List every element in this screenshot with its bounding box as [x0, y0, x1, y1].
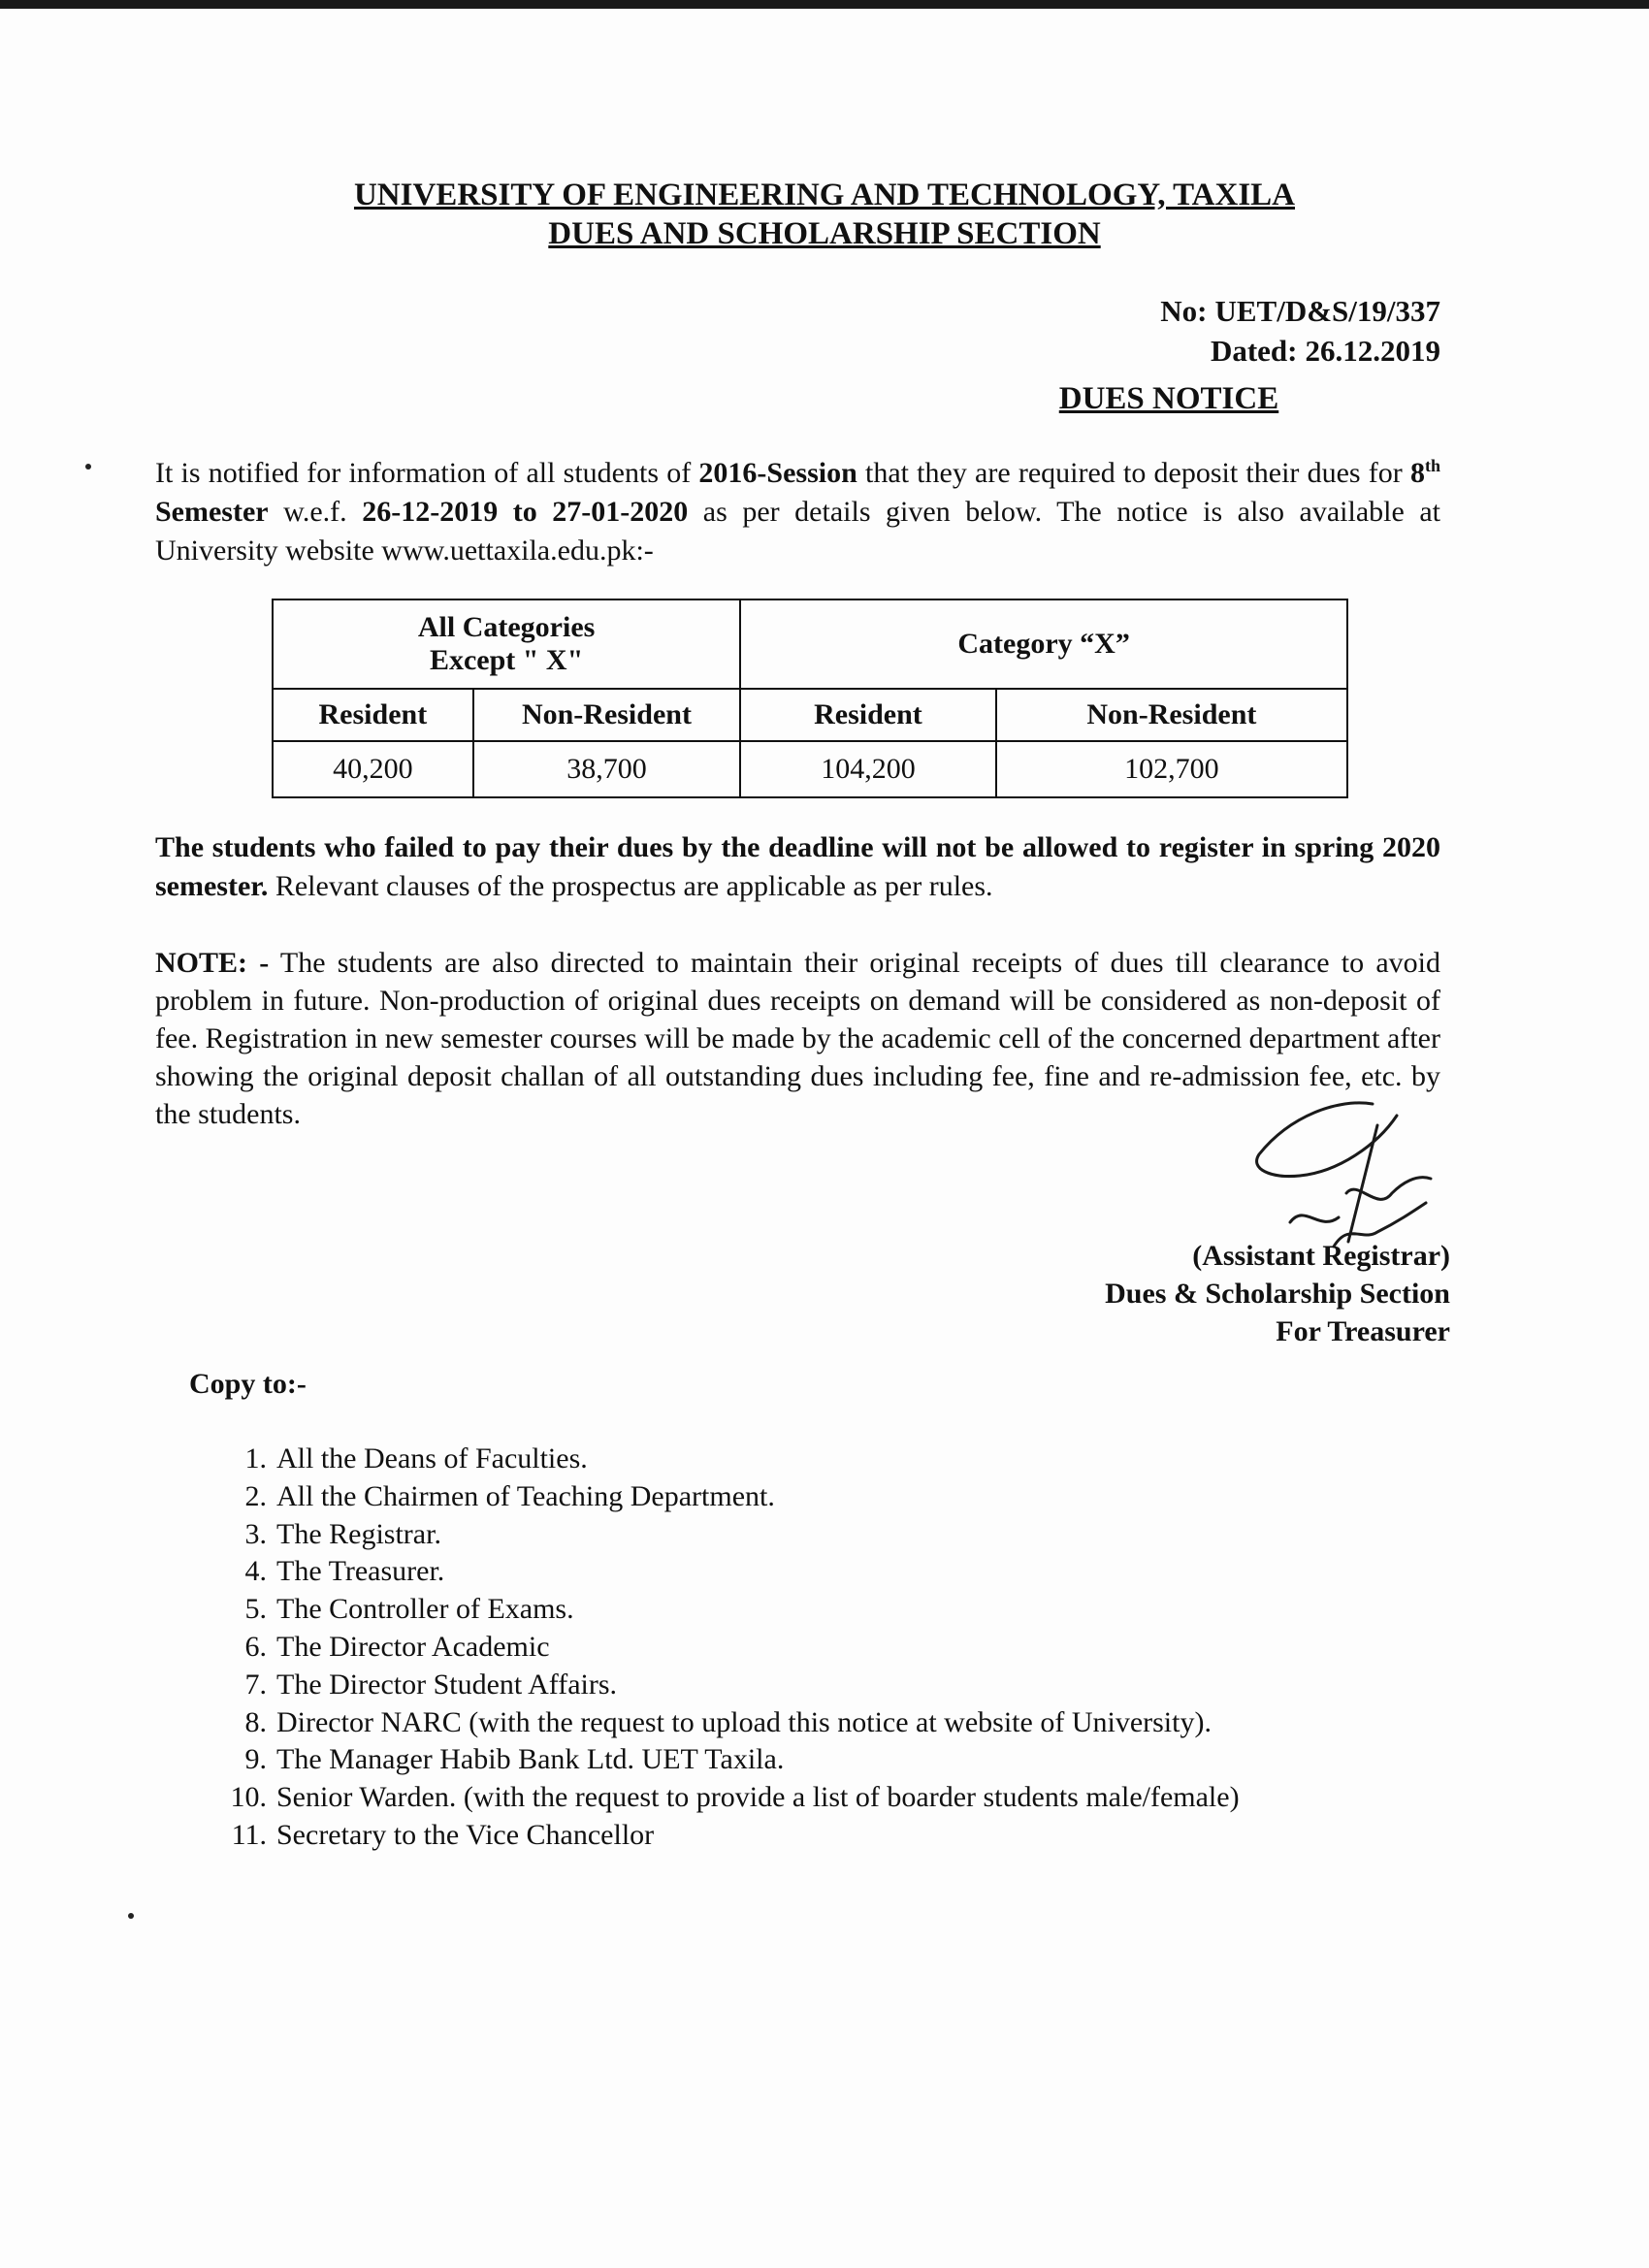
list-item — [199, 1817, 1240, 1855]
column-header: Resident — [273, 689, 473, 741]
list-item-text: The Treasurer. — [276, 1555, 445, 1588]
column-header: Non-Resident — [996, 689, 1347, 741]
group-header-category-x: Category “X” — [740, 599, 1347, 689]
list-item-number: 8. — [244, 1705, 267, 1738]
scan-speck — [128, 1913, 134, 1919]
list-item — [199, 1667, 1240, 1704]
list-item-number: 2. — [244, 1479, 267, 1512]
ref-no-label: No: — [1160, 294, 1208, 328]
list-item-number: 1. — [244, 1442, 267, 1474]
list-item — [199, 1516, 1240, 1554]
notice-title: DUES NOTICE — [1058, 381, 1279, 416]
note-text: The students are also directed to maintain their original receipts of dues till clearance to avoid problem in future. Non-production of original dues receipts on demand will be considered as non-deposit of fee. Registration in new semester courses will be made by the academic cell of the concerned department after showing the original deposit challan of all outstanding dues including fee, fine and re-admission fee, etc. by the students. — [155, 947, 1440, 1130]
list-item-number: 5. — [244, 1593, 267, 1626]
intro-paragraph — [155, 454, 1440, 570]
table-cell: 102,700 — [996, 741, 1347, 797]
list-item-text: All the Deans of Faculties. — [276, 1442, 588, 1474]
intro-text: as per details given below. The notice is also available at University website www.uettaxila.edu.pk:- — [155, 496, 1440, 567]
ref-date-label: Dated: — [1210, 334, 1298, 368]
deposit-dates: 26-12-2019 to 27-01-2020 — [362, 496, 689, 528]
section-heading: DUES AND SCHOLARSHIP SECTION — [548, 216, 1101, 251]
warning-normal: Relevant clauses of the prospectus are applicable as per rules. — [268, 870, 993, 902]
dues-table — [272, 599, 1348, 798]
list-item-number: 10. — [230, 1781, 267, 1814]
semester-suffix: th — [1424, 456, 1440, 475]
list-item-text: The Director Academic — [276, 1630, 550, 1663]
column-header: Non-Resident — [473, 689, 741, 741]
intro-text: It is notified for information of all students of — [155, 457, 699, 489]
list-item — [199, 1478, 1240, 1516]
list-item-text: Director NARC (with the request to upload this notice at website of University). — [276, 1705, 1212, 1738]
semester-number: 8 — [1409, 457, 1425, 489]
reference-number — [1160, 294, 1440, 329]
table-cell: 104,200 — [740, 741, 996, 797]
list-item — [199, 1591, 1240, 1629]
list-item — [199, 1741, 1240, 1779]
list-item-number: 9. — [244, 1743, 267, 1776]
reference-date — [1211, 334, 1440, 369]
signatory-title: (Assistant Registrar) — [1192, 1240, 1450, 1272]
intro-text: w.e.f. — [268, 496, 363, 528]
copy-to-label: Copy to:- — [189, 1368, 307, 1400]
note-label: NOTE: - — [155, 947, 270, 979]
group-header-line: All Categories — [417, 611, 596, 643]
university-heading: UNIVERSITY OF ENGINEERING AND TECHNOLOGY, TAXILA — [353, 178, 1296, 212]
list-item-number: 6. — [244, 1630, 267, 1663]
list-item-text: All the Chairmen of Teaching Department. — [276, 1479, 775, 1512]
list-item-text: Senior Warden. (with the request to provide a list of boarder students male/female) — [276, 1781, 1240, 1814]
list-item-text: The Registrar. — [276, 1517, 441, 1550]
intro-text: that they are required to deposit their dues for — [857, 457, 1410, 489]
table-cell: 40,200 — [273, 741, 473, 797]
list-item-number: 11. — [231, 1818, 267, 1851]
ref-date-value: 26.12.2019 — [1305, 334, 1440, 368]
signature-block — [1105, 1237, 1450, 1350]
list-item — [199, 1441, 1240, 1478]
table-header-row — [273, 599, 1347, 689]
ref-no-value: UET/D&S/19/337 — [1214, 294, 1440, 328]
signatory-for: For Treasurer — [1276, 1315, 1450, 1347]
list-item-text: The Manager Habib Bank Ltd. UET Taxila. — [276, 1743, 785, 1776]
semester-word: Semester — [155, 496, 269, 528]
copy-to-list — [199, 1441, 1240, 1855]
list-item-number: 7. — [244, 1668, 267, 1701]
list-item — [199, 1704, 1240, 1742]
warning-paragraph — [155, 828, 1440, 906]
list-item — [199, 1629, 1240, 1667]
signatory-section: Dues & Scholarship Section — [1105, 1278, 1450, 1310]
session-text: 2016-Session — [698, 457, 857, 489]
list-item-number: 4. — [244, 1555, 267, 1588]
scan-top-edge — [0, 0, 1649, 9]
group-header-line: Except " X" — [429, 644, 584, 676]
list-item — [199, 1553, 1240, 1591]
list-item-text: The Controller of Exams. — [276, 1593, 574, 1626]
list-item-number: 3. — [244, 1517, 267, 1550]
scan-speck — [85, 464, 91, 470]
list-item-text: The Director Student Affairs. — [276, 1668, 618, 1701]
list-item-text: Secretary to the Vice Chancellor — [276, 1818, 655, 1851]
group-header-all-categories — [273, 599, 740, 689]
table-column-row — [273, 689, 1347, 741]
list-item — [199, 1779, 1240, 1817]
column-header: Resident — [740, 689, 996, 741]
table-cell: 38,700 — [473, 741, 741, 797]
table-row — [273, 741, 1347, 797]
warning-bold: The students who failed to pay their dues by the deadline will not be allowed to register in spring 2020 semester. — [155, 831, 1440, 902]
